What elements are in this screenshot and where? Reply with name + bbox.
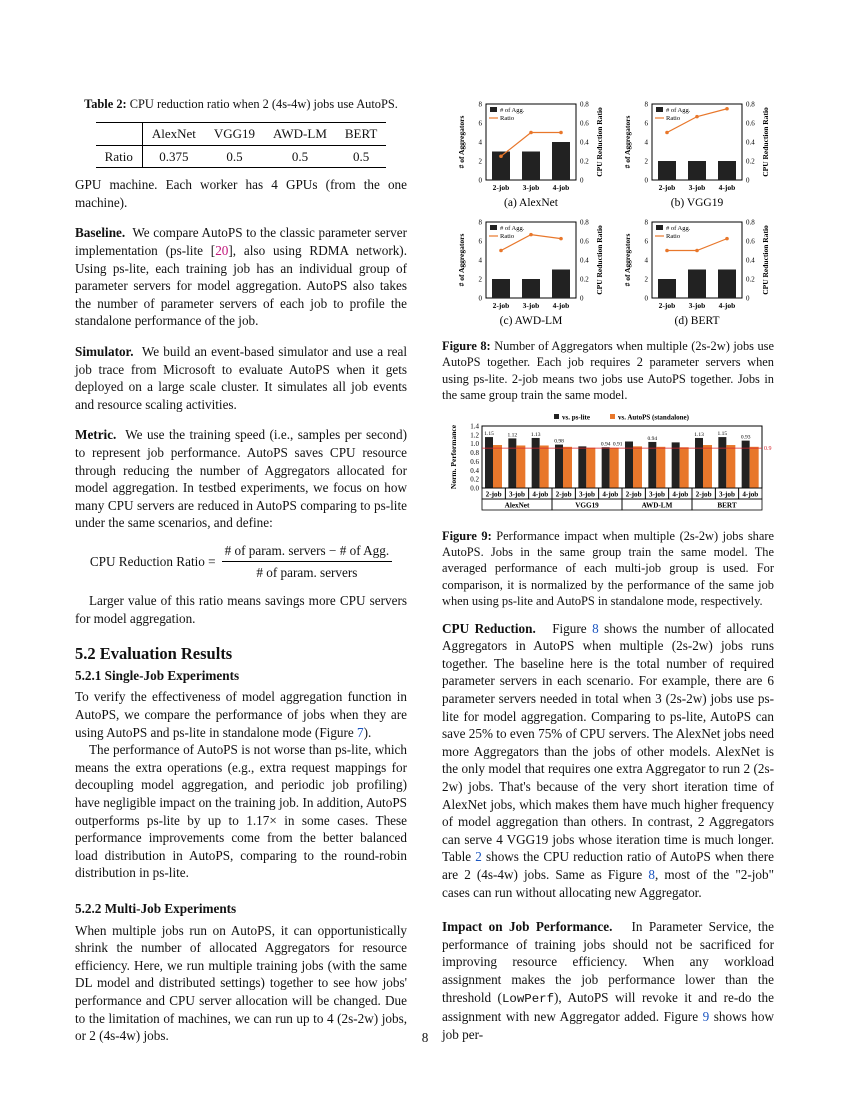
x-tick-label: 3-job bbox=[688, 301, 706, 310]
bar-vs-autops bbox=[656, 446, 665, 487]
table2-caption: Table 2: CPU reduction ratio when 2 (4s-4w) jobs use AutoPS. bbox=[84, 97, 398, 111]
bar bbox=[492, 279, 510, 298]
x-tick-label: 3-job bbox=[579, 490, 595, 499]
y-left-tick-label: 6 bbox=[478, 237, 482, 246]
legend-line-label: Ratio bbox=[666, 233, 681, 240]
y-left-axis-label: # of Aggregators bbox=[623, 115, 632, 169]
bar-vs-autops bbox=[610, 447, 619, 487]
table-header-cell: BERT bbox=[336, 123, 386, 146]
ratio-point bbox=[695, 249, 699, 253]
x-tick-label: 3-job bbox=[649, 490, 665, 499]
y-right-tick-label: 0.6 bbox=[580, 119, 589, 128]
x-tick-label: 4-job bbox=[552, 183, 570, 192]
legend-bar-label: # of Agg. bbox=[666, 225, 691, 232]
bar bbox=[688, 161, 706, 180]
legend-label-a: vs. ps-lite bbox=[562, 413, 590, 422]
bar bbox=[688, 270, 706, 299]
y-left-tick-label: 0 bbox=[478, 176, 482, 185]
ratio-point bbox=[499, 154, 503, 158]
bar-vs-autops bbox=[633, 446, 642, 488]
y-left-tick-label: 4 bbox=[644, 256, 648, 265]
x-tick-label: 2-job bbox=[492, 183, 510, 192]
data-label: 0.98 bbox=[554, 438, 564, 445]
figure-ref-link[interactable]: 7 bbox=[357, 724, 364, 740]
data-label: 1.15 bbox=[484, 430, 494, 437]
bar-vs-autops bbox=[726, 445, 735, 488]
y-left-tick-label: 2 bbox=[478, 275, 482, 284]
figure-8-caption: Figure 8: Number of Aggregators when multiple (2s-2w) jobs use AutoPS together. Each job requires 2 parameter servers when using ps-lite. 2-job means two jobs use AutoPS together. Jobs in the same group train the same model. bbox=[442, 339, 774, 403]
y-left-tick-label: 2 bbox=[644, 157, 648, 166]
paragraph: GPU machine. Each worker has 4 GPUs (from the one machine). bbox=[75, 177, 407, 210]
table-cell: 0.5 bbox=[205, 145, 264, 168]
y-tick-label: 1.4 bbox=[470, 422, 479, 431]
table2 bbox=[96, 122, 387, 168]
legend-label-b: vs. AutoPS (standalone) bbox=[618, 413, 689, 422]
table-cell: 0.5 bbox=[336, 145, 386, 168]
bar-vs-autops bbox=[516, 445, 525, 488]
y-left-tick-label: 4 bbox=[478, 256, 482, 265]
y-right-axis-label: CPU Reduction Ratio bbox=[595, 225, 604, 295]
figure-8-subplot bbox=[623, 219, 770, 328]
subfigure-caption: (c) AWD-LM bbox=[499, 315, 563, 327]
y-tick-label: 1.0 bbox=[470, 439, 479, 448]
bar-vs-pslite bbox=[508, 438, 516, 488]
section-heading-5-2: 5.2 Evaluation Results bbox=[75, 644, 233, 664]
data-label: 1.13 bbox=[530, 431, 541, 438]
y-right-tick-label: 0.8 bbox=[746, 100, 755, 109]
y-left-tick-label: 6 bbox=[478, 119, 482, 128]
y-right-tick-label: 0.8 bbox=[746, 218, 755, 227]
legend-bar-label: # of Agg. bbox=[500, 107, 525, 114]
figure-ref-link[interactable]: 8 bbox=[592, 620, 599, 636]
data-label: 0.91 bbox=[612, 441, 623, 448]
figure-8-subplot bbox=[457, 219, 604, 328]
bar-vs-pslite bbox=[602, 447, 610, 488]
bar bbox=[718, 270, 736, 299]
bar-vs-autops bbox=[750, 446, 759, 487]
y-left-axis-label: # of Aggregators bbox=[457, 233, 466, 287]
y-right-tick-label: 0.6 bbox=[746, 237, 755, 246]
x-tick-label: 2-job bbox=[492, 301, 510, 310]
bar bbox=[552, 142, 570, 180]
y-left-tick-label: 2 bbox=[644, 275, 648, 284]
subfigure-caption: (d) BERT bbox=[674, 315, 720, 327]
bar bbox=[658, 279, 676, 298]
y-right-axis-label: CPU Reduction Ratio bbox=[761, 107, 770, 177]
y-right-tick-label: 0.4 bbox=[746, 256, 755, 265]
group-label: AlexNet bbox=[504, 501, 530, 510]
x-tick-label: 4-job bbox=[532, 490, 549, 499]
table-cell: 0.375 bbox=[142, 145, 205, 168]
y-right-tick-label: 0.2 bbox=[746, 275, 755, 284]
y-tick-label: 0.4 bbox=[470, 466, 479, 475]
y-left-tick-label: 6 bbox=[644, 119, 648, 128]
table-header-cell: VGG19 bbox=[205, 123, 264, 146]
y-right-tick-label: 0 bbox=[746, 294, 750, 303]
paragraph: Larger value of this ratio means savings more CPU servers for model aggregation. bbox=[75, 593, 407, 626]
ratio-point bbox=[529, 233, 533, 237]
y-left-tick-label: 6 bbox=[644, 237, 648, 246]
figure-9-chart bbox=[442, 412, 774, 524]
data-label: 0.94 bbox=[600, 440, 611, 447]
bar bbox=[522, 152, 540, 181]
figure-8-subplot bbox=[457, 101, 604, 210]
data-label: 1.13 bbox=[694, 431, 704, 438]
y-right-tick-label: 0 bbox=[580, 176, 584, 185]
table-row-label: Ratio bbox=[96, 145, 143, 168]
y-tick-label: 1.2 bbox=[470, 430, 479, 439]
bar bbox=[522, 279, 540, 298]
x-tick-label: 4-job bbox=[718, 183, 736, 192]
legend-line-label: Ratio bbox=[500, 115, 515, 122]
paragraph: To verify the effectiveness of model aggregation function in AutoPS, we compare the performance of jobs when they are using AutoPS and ps-lite in standalone mode (Figure 7). bbox=[75, 689, 407, 740]
simulator-paragraph: Simulator. We build an event-based simulator and use a real job trace from Microsoft to evaluate AutoPS when it gets deployed on a large scale cluster. It simulates all job events and resource scaling activities. bbox=[75, 343, 408, 412]
table-header-cell bbox=[96, 123, 143, 146]
bar bbox=[552, 270, 570, 299]
table-header-cell: AWD-LM bbox=[264, 123, 336, 146]
figure-9 bbox=[442, 412, 774, 524]
metric-paragraph: Metric. We use the training speed (i.e., samples per second) to represent job performance. AutoPS saves CPU resource through reducing the number of Aggregators allocated for model aggregation. In testbed experiments, we focus on how many CPU servers are reduced in AutoPS comparing to ps-lite under the same scenarios, and define: bbox=[75, 427, 407, 531]
y-left-tick-label: 8 bbox=[644, 218, 648, 227]
y-right-tick-label: 0.4 bbox=[580, 138, 589, 147]
paragraph: The performance of AutoPS is not worse than ps-lite, which means the extra operations (e.g., extra request mappings for decoupling model aggregation, and periodic job profiling) have negligible impact on the training job. In addition, AutoPS outperforms ps-lite by up to 1.17× in some cases. These performance improvements come from the better balanced load distribution in AutoPS, comparing to the round-robin distribution in ps-lite. bbox=[75, 742, 407, 881]
ratio-point bbox=[559, 131, 563, 135]
figure-8-charts bbox=[442, 96, 774, 336]
bar-vs-pslite bbox=[648, 442, 656, 488]
y-right-axis-label: CPU Reduction Ratio bbox=[761, 225, 770, 295]
paragraph: When multiple jobs run on AutoPS, it can opportunistically shrink the number of allocated Aggregators for resource efficiency. Here, we run multiple training jobs (with the same DL model and distributed settings) together to see how jobs' performance and CPU server allocation will be changed. Due to the limitation of machines, we can run up to 4 (2s-2w) jobs, or 2 (4s-4w) jobs. bbox=[75, 922, 407, 1044]
y-left-tick-label: 8 bbox=[478, 218, 482, 227]
group-label: AWD-LM bbox=[641, 501, 673, 510]
ratio-point bbox=[665, 131, 669, 135]
y-left-tick-label: 8 bbox=[478, 100, 482, 109]
y-right-tick-label: 0 bbox=[580, 294, 584, 303]
y-left-tick-label: 2 bbox=[478, 157, 482, 166]
legend-bar-swatch bbox=[656, 107, 663, 112]
group-label: BERT bbox=[717, 501, 737, 510]
bar-vs-autops bbox=[540, 445, 549, 488]
legend-bar-label: # of Agg. bbox=[666, 107, 691, 114]
bar-vs-pslite bbox=[742, 440, 750, 487]
cpu-reduction-paragraph: CPU Reduction. Figure 8 shows the number of allocated Aggregators in AutoPS when multiple (2s-2w) jobs runs together. The baseline here is the total number of required parameter servers in each scenario. For example, there are 6 parameter servers needed in total when 3 (2s-2w) jobs use ps-lite for model aggregation. Comparing to ps-lite, AutoPS can save 25% to even 75% of CPU servers. The AlexNet jobs need more Aggregators than the jobs of other models. AlexNet is the only model that requires one extra Aggregator to run 2 (2s-2w) jobs. That's because of the very short iteration time of AlexNet jobs, which makes them have much higher frequency of model aggregation than others. In contrast, 2 Aggregators can serve 4 VGG19 jobs whose iteration time is much longer. Table 2 shows the CPU reduction ratio of AutoPS when there are 2 (4s-4w) jobs. Same as Figure 8, most of the "2-job" cases can run without allocating new Aggregator. bbox=[442, 620, 774, 900]
figure-ref-link[interactable]: 8 bbox=[648, 866, 655, 882]
x-tick-label: 2-job bbox=[658, 301, 676, 310]
bar-vs-pslite bbox=[532, 438, 540, 488]
subsection-heading-5-2-2: 5.2.2 Multi-Job Experiments bbox=[75, 900, 237, 916]
y-tick-label: 0.8 bbox=[470, 448, 479, 457]
bar-vs-autops bbox=[493, 445, 502, 488]
x-tick-label: 3-job bbox=[719, 490, 735, 499]
data-label: 0.93 bbox=[740, 434, 751, 441]
x-tick-label: 2-job bbox=[695, 490, 712, 499]
ratio-point bbox=[725, 237, 729, 241]
y-axis-label: Norm. Performance bbox=[449, 424, 458, 489]
group-label: VGG19 bbox=[575, 501, 599, 510]
bar-vs-pslite bbox=[578, 446, 586, 488]
legend-swatch-b bbox=[610, 414, 615, 419]
y-right-tick-label: 0.8 bbox=[580, 100, 589, 109]
ratio-point bbox=[499, 249, 503, 253]
x-tick-label: 3-job bbox=[522, 301, 540, 310]
bar-vs-autops bbox=[680, 447, 689, 488]
citation-link[interactable]: 20 bbox=[215, 242, 229, 258]
reference-line-label: 0.9 bbox=[764, 445, 772, 452]
legend-bar-swatch bbox=[490, 107, 497, 112]
y-right-tick-label: 0.6 bbox=[746, 119, 755, 128]
bar-vs-autops bbox=[703, 445, 712, 488]
page-number: 8 bbox=[421, 1030, 429, 1045]
y-right-tick-label: 0.6 bbox=[580, 237, 589, 246]
y-left-tick-label: 0 bbox=[644, 176, 648, 185]
data-label: 0.94 bbox=[647, 435, 658, 442]
x-tick-label: 2-job bbox=[658, 183, 676, 192]
y-tick-label: 0.2 bbox=[470, 475, 479, 484]
ratio-point bbox=[665, 249, 669, 253]
x-tick-label: 4-job bbox=[718, 301, 736, 310]
x-tick-label: 2-job bbox=[625, 490, 642, 499]
y-tick-label: 0.0 bbox=[470, 484, 479, 493]
legend-line-label: Ratio bbox=[500, 233, 515, 240]
x-tick-label: 4-job bbox=[742, 490, 759, 499]
y-right-tick-label: 0 bbox=[746, 176, 750, 185]
data-label: 1.12 bbox=[507, 432, 518, 439]
ratio-point bbox=[559, 237, 563, 241]
y-right-tick-label: 0.4 bbox=[746, 138, 755, 147]
y-right-tick-label: 0.8 bbox=[580, 218, 589, 227]
y-left-tick-label: 4 bbox=[478, 138, 482, 147]
y-right-tick-label: 0.2 bbox=[746, 157, 755, 166]
x-tick-label: 2-job bbox=[485, 490, 502, 499]
figure-ref-link[interactable]: 9 bbox=[702, 1009, 710, 1025]
bar-vs-pslite bbox=[672, 442, 680, 488]
bar-vs-pslite bbox=[485, 437, 493, 488]
ratio-point bbox=[695, 115, 699, 119]
x-tick-label: 2-job bbox=[555, 490, 572, 499]
legend-bar-swatch bbox=[656, 225, 663, 230]
legend-bar-label: # of Agg. bbox=[500, 225, 525, 232]
table-ref-link[interactable]: 2 bbox=[475, 849, 482, 865]
legend-swatch-a bbox=[554, 414, 559, 419]
baseline-paragraph: Baseline. We compare AutoPS to the classic parameter server implementation (ps-lite [20], also using RDMA network). Using ps-lite, each training job has an individual group of parameter servers for model aggregation. AutoPS also takes the number of parameter servers of each job to profile the standalone performance of the job. bbox=[75, 225, 407, 329]
x-tick-label: 3-job bbox=[522, 183, 540, 192]
ratio-point bbox=[529, 131, 533, 135]
y-left-tick-label: 0 bbox=[644, 294, 648, 303]
bar-vs-pslite bbox=[695, 438, 703, 488]
ratio-point bbox=[725, 107, 729, 111]
legend-bar-swatch bbox=[490, 225, 497, 230]
bar bbox=[658, 161, 676, 180]
subfigure-caption: (b) VGG19 bbox=[670, 197, 724, 209]
right-column bbox=[442, 96, 774, 1043]
bar-vs-pslite bbox=[718, 437, 726, 488]
figure-8 bbox=[442, 96, 774, 336]
x-tick-label: 3-job bbox=[688, 183, 706, 192]
table-header-cell: AlexNet bbox=[142, 123, 205, 146]
y-tick-label: 0.6 bbox=[470, 457, 479, 466]
y-left-axis-label: # of Aggregators bbox=[623, 233, 632, 287]
bar bbox=[718, 161, 736, 180]
legend-line-label: Ratio bbox=[666, 115, 681, 122]
table-cell: 0.5 bbox=[264, 145, 336, 168]
bar-vs-autops bbox=[563, 446, 572, 487]
y-left-tick-label: 0 bbox=[478, 294, 482, 303]
figure-8-subplot bbox=[623, 101, 770, 210]
impact-paragraph: Impact on Job Performance. In Parameter Service, the performance of training jobs should not be sacrificed for improving resource efficiency. When any workload assignment makes the job performance lower than the threshold (LowPerf), AutoPS will revoke it and re-do the assignment with new Aggregator added. Figure 9 shows how job per- bbox=[442, 919, 775, 1042]
y-right-tick-label: 0.4 bbox=[580, 256, 589, 265]
y-left-axis-label: # of Aggregators bbox=[457, 115, 466, 169]
y-right-axis-label: CPU Reduction Ratio bbox=[595, 107, 604, 177]
subsection-heading-5-2-1: 5.2.1 Single-Job Experiments bbox=[75, 667, 240, 683]
bar-vs-pslite bbox=[555, 444, 563, 487]
y-left-tick-label: 8 bbox=[644, 100, 648, 109]
left-column bbox=[75, 96, 407, 1045]
x-tick-label: 3-job bbox=[509, 490, 525, 499]
y-left-tick-label: 4 bbox=[644, 138, 648, 147]
x-tick-label: 4-job bbox=[552, 301, 570, 310]
x-tick-label: 4-job bbox=[672, 490, 689, 499]
figure-9-caption: Figure 9: Performance impact when multiple (2s-2w) jobs share AutoPS. Jobs in the same group train the same model. The averaged performance of each multi-job group is used. For comparison, it is normalized by the performance of the same job when using ps-lite and AutoPS in standalone mode, respectively. bbox=[442, 528, 774, 609]
data-label: 1.15 bbox=[717, 430, 728, 437]
bar-vs-autops bbox=[586, 447, 595, 487]
x-tick-label: 4-job bbox=[602, 490, 619, 499]
subfigure-caption: (a) AlexNet bbox=[504, 197, 558, 209]
y-right-tick-label: 0.2 bbox=[580, 157, 589, 166]
cpu-reduction-equation: CPU Reduction Ratio = $\frac{\text{\# of param. servers − \# of Agg.}}{\text{\# of param. servers}}$ bbox=[75, 542, 407, 582]
y-right-tick-label: 0.2 bbox=[580, 275, 589, 284]
